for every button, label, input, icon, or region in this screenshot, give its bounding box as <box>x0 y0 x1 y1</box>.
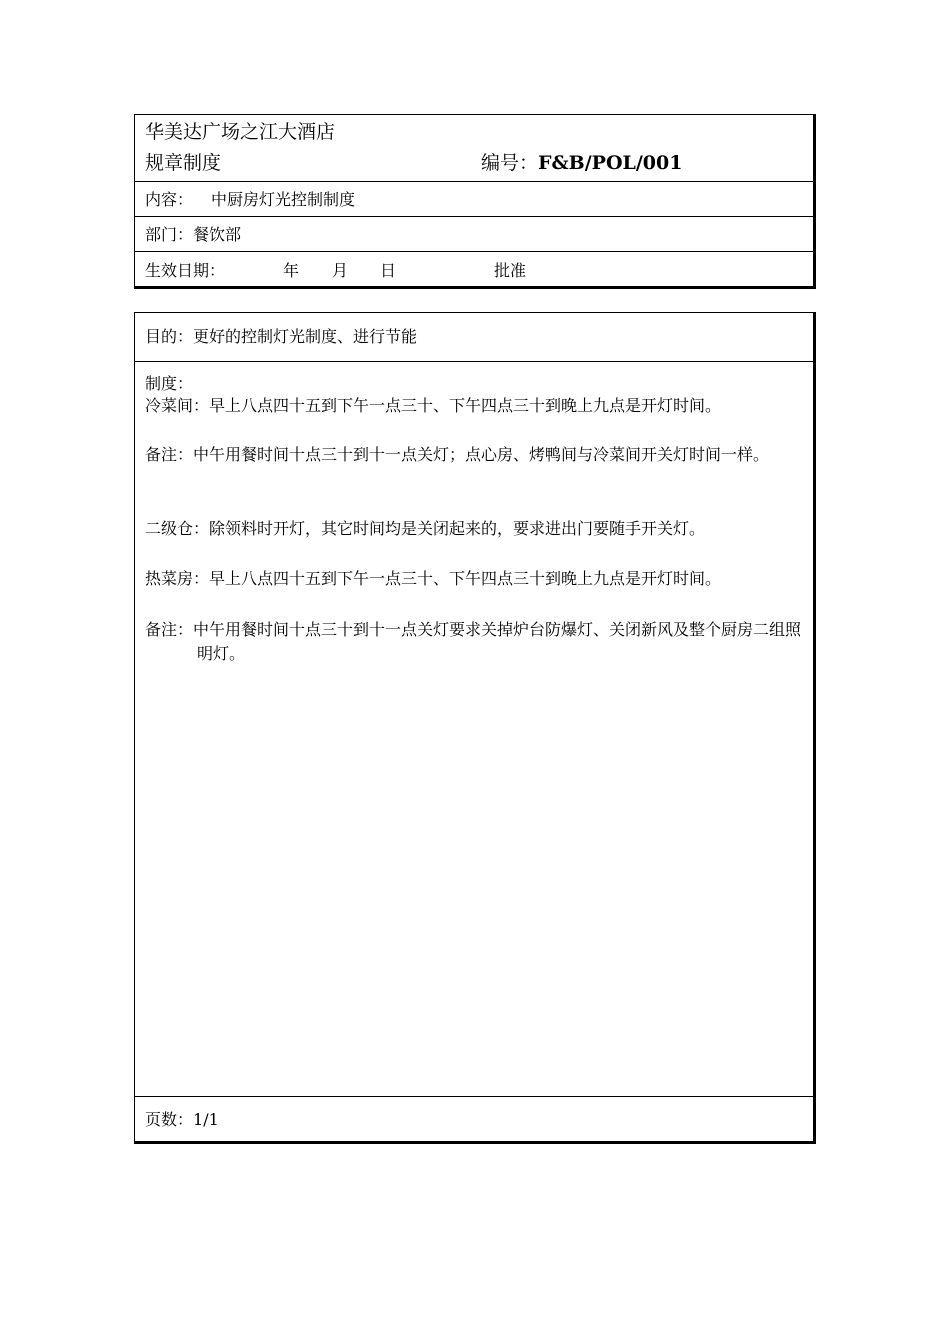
hot-room-rule: 热菜房：早上八点四十五到下午一点三十、下午四点三十到晚上九点是开灯时间。 <box>145 569 722 588</box>
note-2: 备注：中午用餐时间十点三十到十一点关灯要求关掉炉台防爆灯、关闭新风及整个厨房二组照明灯。 <box>145 620 802 663</box>
page-number <box>145 1108 219 1132</box>
doc-type: 规章制度 <box>145 152 222 174</box>
approve-label: 批准 <box>494 261 527 280</box>
note-1: 备注：中午用餐时间十点三十到十一点关灯；点心房、烤鸭间与冷菜间开关灯时间一样。 <box>145 445 770 464</box>
header-date-row <box>135 252 813 288</box>
system-content-row <box>135 362 813 1097</box>
header-content-row <box>135 182 813 217</box>
document-header-table <box>134 114 816 289</box>
warehouse-rule: 二级仓：除领料时开灯，其它时间均是关闭起来的，要求进出门要随手开关灯。 <box>145 519 706 538</box>
date-year: 年 <box>283 261 300 280</box>
doc-code-label: 编号： <box>481 152 539 174</box>
purpose-text: 目的：更好的控制灯光制度、进行节能 <box>145 327 418 346</box>
document-body-table <box>134 312 816 1144</box>
header-dept-row <box>135 217 813 252</box>
content-label: 内容： <box>145 190 194 209</box>
date-day: 日 <box>380 261 397 280</box>
date-label: 生效日期： <box>145 261 226 280</box>
dept-value: 餐饮部 <box>193 225 242 244</box>
system-label: 制度： <box>145 374 194 393</box>
page-value: 1/1 <box>193 1110 219 1129</box>
page-label: 页数： <box>145 1110 194 1129</box>
dept-label: 部门： <box>145 225 194 244</box>
cold-room-rule: 冷菜间：早上八点四十五到下午一点三十、下午四点三十到晚上九点是开灯时间。 <box>145 396 722 415</box>
page-number-row <box>135 1097 813 1143</box>
header-title-row <box>135 115 813 182</box>
content-value: 中厨房灯光控制制度 <box>211 190 356 209</box>
doc-code <box>481 149 682 177</box>
hotel-name: 华美达广场之江大酒店 <box>145 121 336 143</box>
doc-code-value: F&B/POL/001 <box>538 152 683 174</box>
purpose-row <box>135 313 813 362</box>
date-month: 月 <box>332 261 349 280</box>
